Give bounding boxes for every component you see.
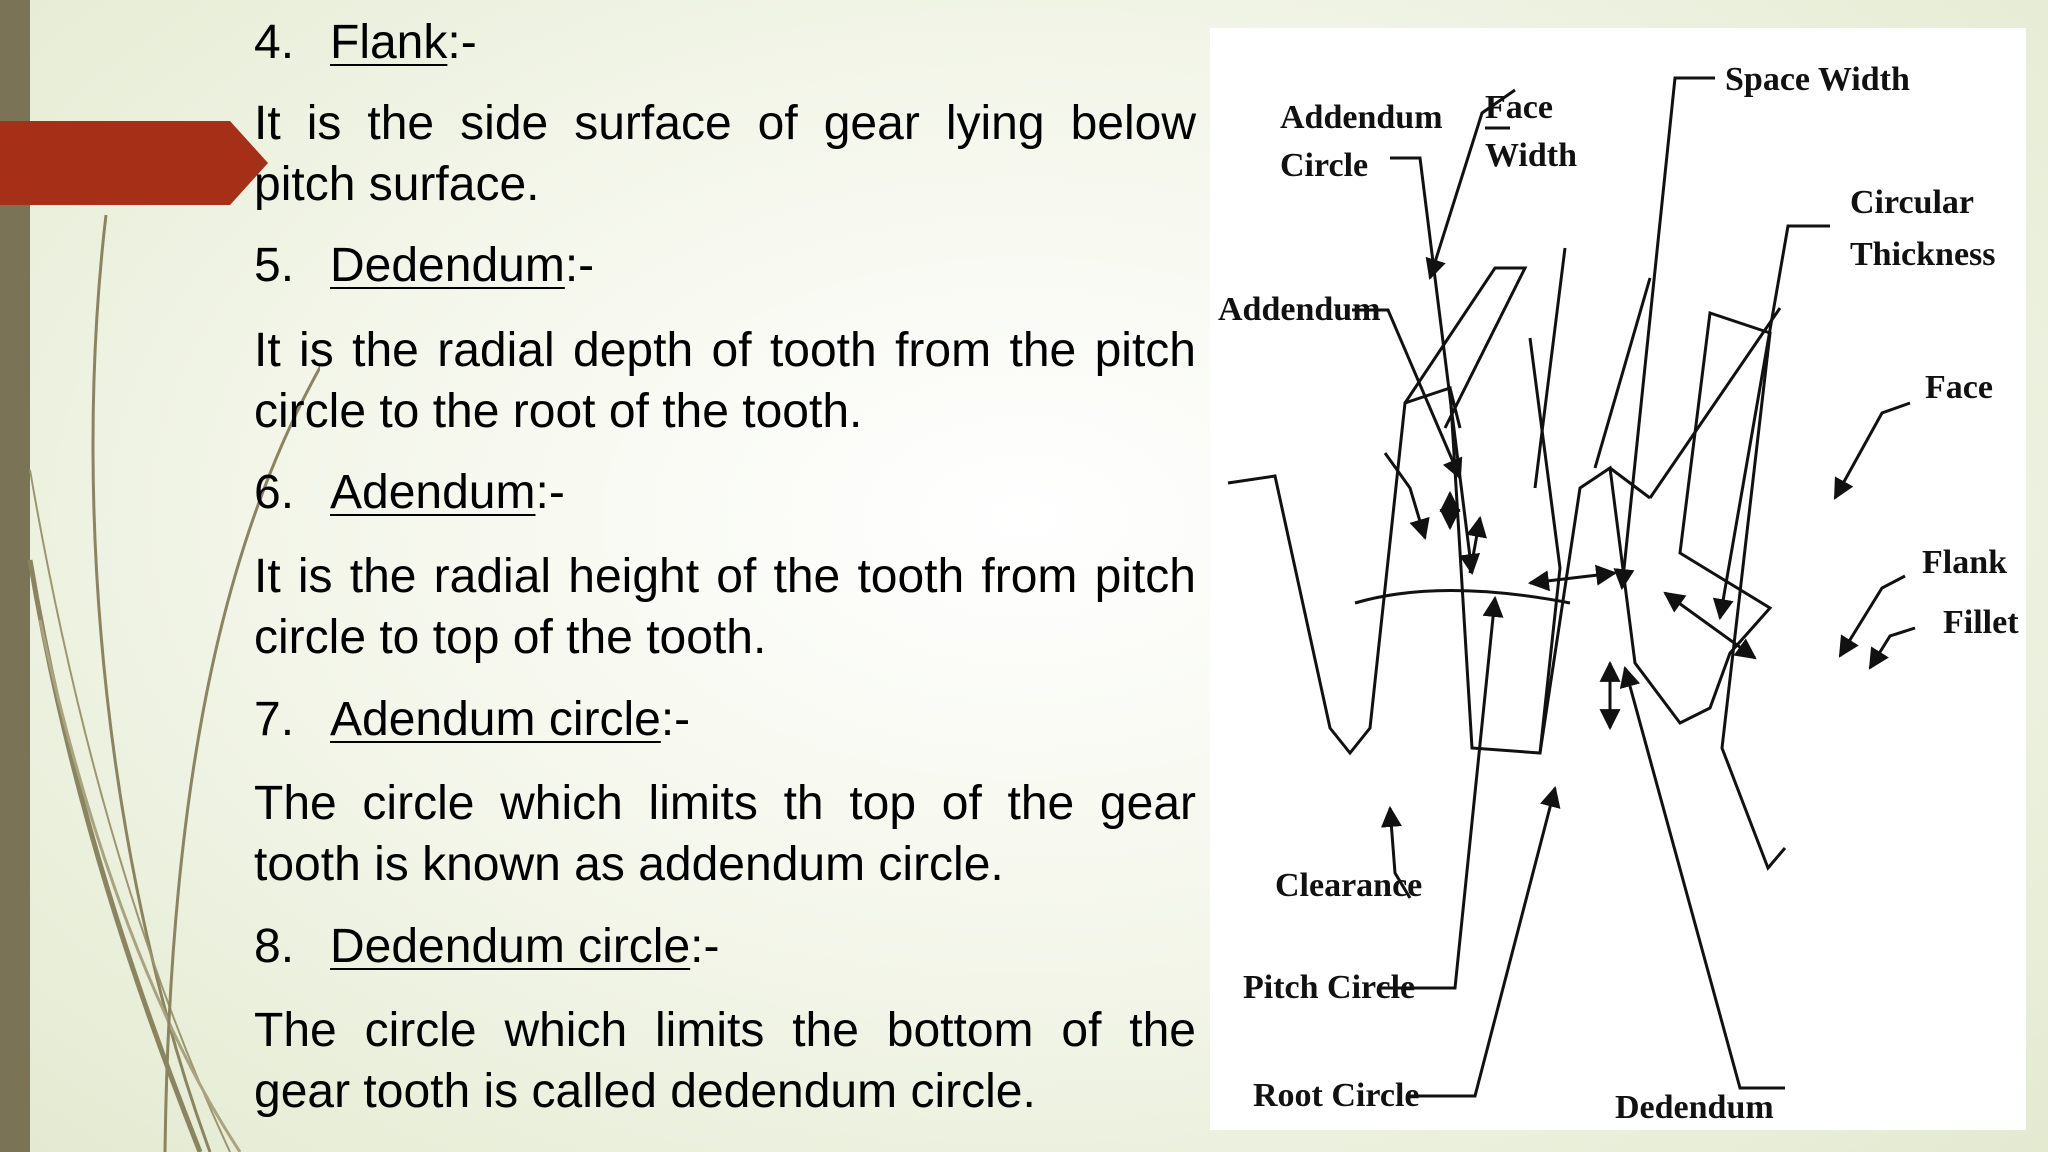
- definition-flank: It is the side surface of gear lying below pitch surface.: [254, 97, 1196, 211]
- red-arrow-accent: [0, 121, 268, 205]
- term: Adendum circle: [330, 693, 661, 746]
- definition-dedendum-circle: The circle which limits the bottom of the gear tooth is called dedendum circle.: [254, 1004, 1196, 1118]
- label-root-circle: Root Circle: [1253, 1077, 1420, 1114]
- heading-adendum: 6. Adendum:-: [254, 466, 565, 519]
- label-circular-thickness-line1: Circular: [1850, 184, 1975, 221]
- leader-lines: [1352, 78, 1915, 1096]
- heading-adendum-circle: 7. Adendum circle:-: [254, 693, 691, 746]
- label-face-width-line1: Face: [1485, 89, 1553, 126]
- label-addendum-circle-line1: Addendum: [1280, 99, 1443, 136]
- heading-dedendum: 5. Dedendum:-: [254, 239, 595, 292]
- heading-flank: 4. Flank:-: [254, 16, 477, 69]
- term: Dedendum circle: [330, 920, 691, 973]
- label-face-width-line2: Width: [1485, 137, 1577, 174]
- label-space-width: Space Width: [1725, 61, 1910, 98]
- label-clearance: Clearance: [1275, 867, 1423, 904]
- gear-tooth-diagram: [1210, 28, 2026, 1130]
- label-dedendum: Dedendum: [1615, 1089, 1774, 1126]
- label-addendum: Addendum: [1218, 291, 1381, 328]
- gear-profile: [1228, 248, 1785, 868]
- term: Adendum: [330, 466, 536, 519]
- label-face: Face: [1925, 369, 1993, 406]
- heading-dedendum-circle: 8. Dedendum circle:-: [254, 920, 720, 973]
- label-flank: Flank: [1922, 544, 2008, 581]
- term: Dedendum: [330, 239, 565, 292]
- term: Flank: [330, 16, 448, 69]
- definition-adendum: It is the radial height of the tooth from pitch circle to top of the tooth.: [254, 550, 1196, 664]
- label-fillet: Fillet: [1943, 604, 2019, 641]
- definition-dedendum: It is the radial depth of tooth from the pitch circle to the root of the tooth.: [254, 324, 1196, 438]
- label-addendum-circle-line2: Circle: [1280, 147, 1369, 184]
- label-pitch-circle: Pitch Circle: [1243, 969, 1416, 1006]
- label-circular-thickness-line2: Thickness: [1850, 236, 1996, 273]
- definition-adendum-circle: The circle which limits th top of the gear tooth is known as addendum circle.: [254, 777, 1196, 891]
